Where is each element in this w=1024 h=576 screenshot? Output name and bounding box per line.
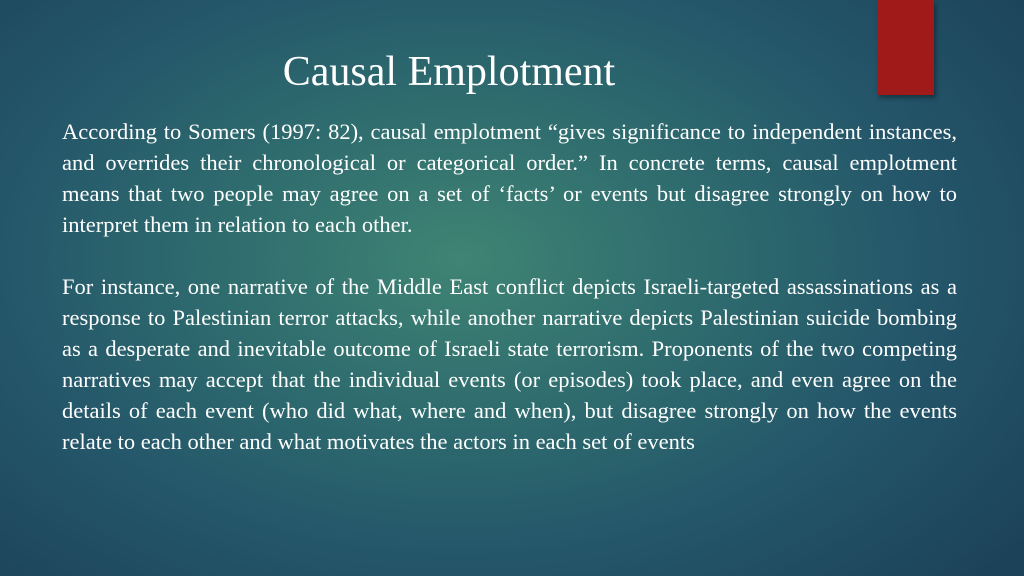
body-paragraph-2: For instance, one narrative of the Middle East conflict depicts Israeli-targeted assassinations as a response to Palestinian terror attacks, while another narrative depicts Palestinian suicide bombing as a desperate and inevitable outcome of Israeli state terrorism. Proponents of the two competing narratives may accept that the individual events (or episodes) took place, and even agree on the details of each event (who did what, where and when), but disagree strongly on how the events relate to each other and what motivates the actors in each set of events [62,274,957,454]
body-paragraph-1: According to Somers (1997: 82), causal emplotment “gives significance to independent instances, and overrides their chronological or categorical order.” In concrete terms, causal emplotment means that two people may agree on a set of ‘facts’ or events but disagree strongly on how to interpret them in relation to each other. [62,119,957,237]
slide-body [62,116,957,488]
slide-title: Causal Emplotment [282,49,616,95]
